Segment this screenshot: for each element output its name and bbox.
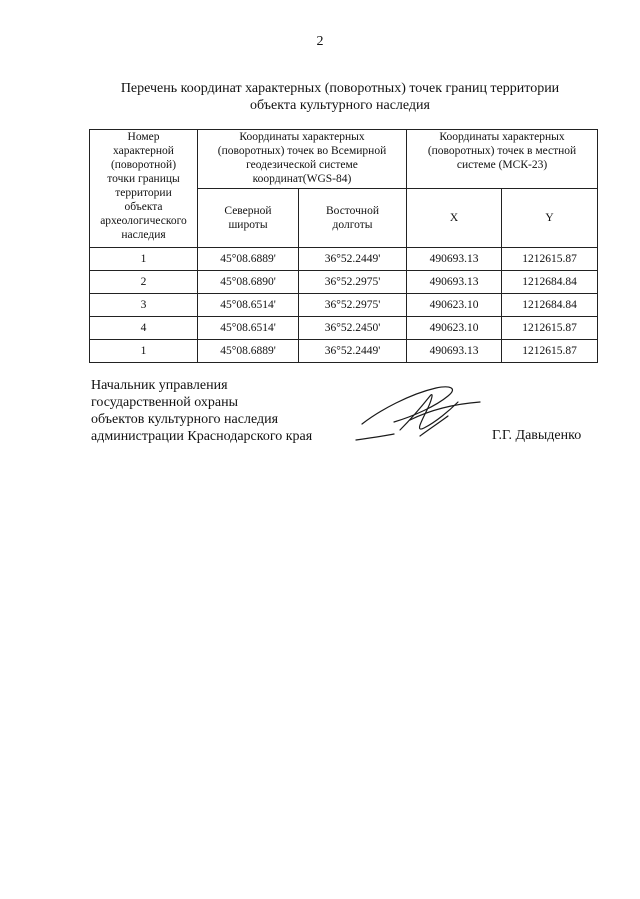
header-x: X bbox=[407, 189, 502, 248]
cell-x: 490693.13 bbox=[407, 340, 502, 363]
header-latitude: Северной широты bbox=[198, 189, 299, 248]
title-line-1: Перечень координат характерных (поворотных) точек границ территории bbox=[120, 81, 560, 96]
cell-point: 1 bbox=[90, 248, 198, 271]
cell-y: 1212615.87 bbox=[502, 317, 598, 340]
cell-x: 490623.10 bbox=[407, 317, 502, 340]
position-line: администрации Краснодарского края bbox=[91, 429, 313, 444]
table-row bbox=[90, 294, 598, 317]
cell-latitude: 45°08.6889' bbox=[198, 248, 299, 271]
cell-y: 1212615.87 bbox=[502, 248, 598, 271]
cell-y: 1212615.87 bbox=[502, 340, 598, 363]
table-row bbox=[90, 340, 598, 363]
position-line: Начальник управления bbox=[91, 378, 228, 393]
cell-longitude: 36°52.2975' bbox=[299, 294, 407, 317]
cell-point: 2 bbox=[90, 271, 198, 294]
cell-latitude: 45°08.6889' bbox=[198, 340, 299, 363]
title-line-2: объекта культурного наследия bbox=[250, 98, 430, 113]
cell-point: 4 bbox=[90, 317, 198, 340]
cell-longitude: 36°52.2449' bbox=[299, 340, 407, 363]
document-title bbox=[90, 80, 590, 114]
coordinates-table bbox=[89, 129, 598, 363]
table-row bbox=[90, 248, 598, 271]
cell-x: 490693.13 bbox=[407, 271, 502, 294]
page-number: 2 bbox=[316, 34, 324, 49]
cell-latitude: 45°08.6514' bbox=[198, 294, 299, 317]
cell-latitude: 45°08.6890' bbox=[198, 271, 299, 294]
cell-y: 1212684.84 bbox=[502, 294, 598, 317]
signatory-name: Г.Г. Давыденко bbox=[492, 428, 582, 443]
cell-latitude: 45°08.6514' bbox=[198, 317, 299, 340]
table-row bbox=[90, 271, 598, 294]
cell-point: 1 bbox=[90, 340, 198, 363]
cell-point: 3 bbox=[90, 294, 198, 317]
cell-longitude: 36°52.2975' bbox=[299, 271, 407, 294]
cell-x: 490623.10 bbox=[407, 294, 502, 317]
header-y: Y bbox=[502, 189, 598, 248]
cell-y: 1212684.84 bbox=[502, 271, 598, 294]
header-wgs84-group: Координаты характерных (поворотных) точек во Всемирной геодезической системе координат(WGS-84) bbox=[198, 130, 407, 189]
handwritten-signature bbox=[350, 380, 490, 450]
position-line: государственной охраны bbox=[91, 395, 239, 410]
cell-longitude: 36°52.2449' bbox=[299, 248, 407, 271]
signatory-position bbox=[91, 377, 312, 445]
table-row bbox=[90, 317, 598, 340]
header-msk23-group: Координаты характерных (поворотных) точек в местной системе (МСК-23) bbox=[407, 130, 598, 189]
cell-x: 490693.13 bbox=[407, 248, 502, 271]
cell-longitude: 36°52.2450' bbox=[299, 317, 407, 340]
header-longitude: Восточной долготы bbox=[299, 189, 407, 248]
header-point-number: Номер характерной (поворотной) точки границы территории объекта археологического наследия bbox=[90, 130, 198, 248]
position-line: объектов культурного наследия bbox=[91, 412, 279, 427]
